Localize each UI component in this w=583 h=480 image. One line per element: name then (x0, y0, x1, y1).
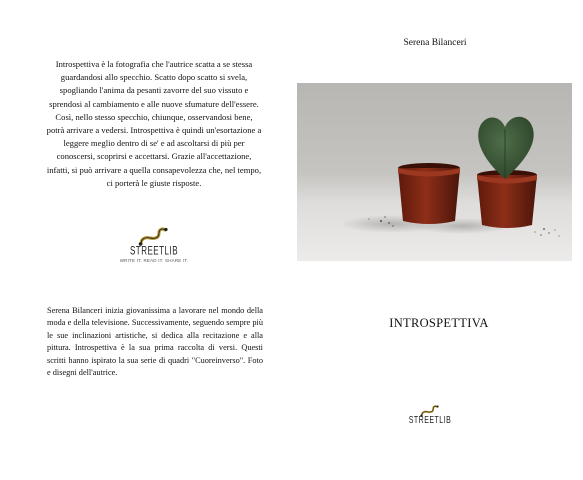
streetlib-logo-icon (137, 224, 171, 246)
cover-photo (297, 83, 572, 261)
author-bio: Serena Bilanceri inizia giovanissima a lavorare nel mondo della moda e della televisione. Successivamente, seguendo sempre più le sue inclinazioni artistiche, si dedica alla recitazione e alla pittura. Introspettiva è la sua prima raccolta di versi. Questi scritti hanno ispirato la sua serie di quadri "Cuoreinverso". Foto e disegni dell'autrice. (47, 306, 263, 378)
back-cover (0, 0, 283, 480)
back-cover-blurb: Introspettiva è la fotografia che l'autrice scatta a se stessa guardandosi allo specchio. Scatto dopo scatto si svela, spogliando l'anima da pesanti zavorre del suo vissuto e sprendosi al cambiamento e alle nuove sfumature dell'essere. Così, nello stesso specchio, chiunque, osservandosi bene, potrà arrivare a vedersi. Introspettiva è quindi un'esortazione a leggere meglio dentro di se' e ad ascoltarsi di più per conoscersi, scoprirsi e accettarsi. Grazie all'accettazione, infatti, si può arrivare a quella consapevolezza che, nel tempo, ci porterà le giuste risposte. (46, 59, 262, 188)
cover-author: Serena Bilanceri (403, 38, 467, 48)
publisher-logo-back (119, 224, 189, 263)
cover-title: INTROSPETTIVA (389, 316, 489, 330)
publisher-logo-front (408, 403, 452, 426)
publisher-name: STREETLIB (129, 243, 179, 258)
publisher-tagline: WRITE IT. READ IT. SHARE IT. (119, 258, 189, 263)
potted-heart-plant-photo (297, 83, 572, 261)
publisher-name: STREETLIB (408, 415, 452, 426)
